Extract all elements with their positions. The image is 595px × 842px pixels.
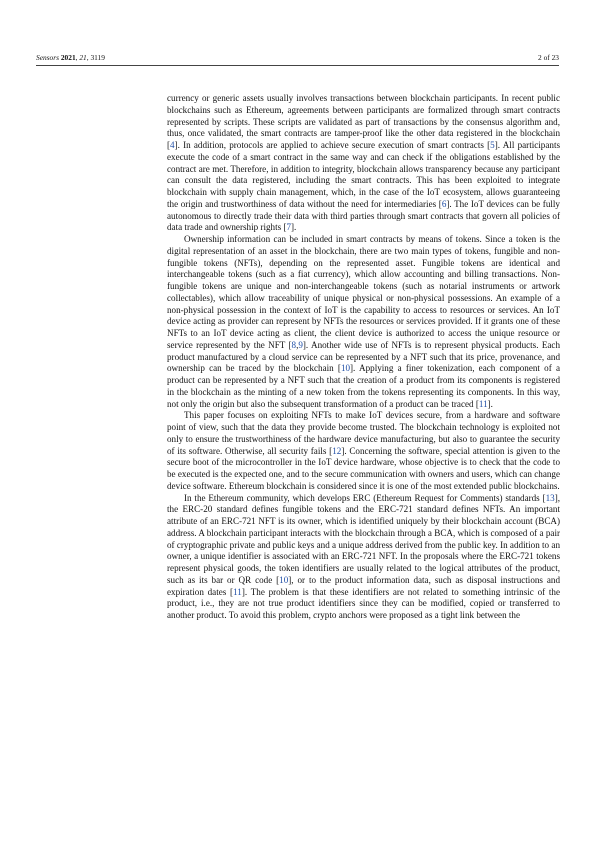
paragraph-text: Ownership information can be included in smart contracts by means of tokens. Since a token is the digital representation of an asset in the blockchain, there are two main types of tokens, fungible and non-fungible tokens (NFTs), depending on the represented asset. Fungible tokens are identical and interchangeable tokens (such as a fiat currency), which allow accounting and billing transactions. Non-fungible tokens are unique and non-interchangeable tokens (such as notarial instruments or artwork collectables), which allow traceability of unique physical or non-physical possessions. An example of a non-physical possession in the context of IoT is the capability to access to resources or services. An IoT device acting as provider can represent by NFTs the resources or services provided. If it grants one of these NFTs to an IoT device acting as client, the client device is authorized to access the unique resource or service represented by the NFT [ xyxy=(167,234,560,350)
paragraph-text: ], the ERC-20 standard defines fungible tokens and the ERC-721 standard defines NFTs. An important attribute of an ERC-721 NFT is its owner, which is identified uniquely by their blockchain account (BCA) address. A blockchain participant interacts with the blockchain through a BCA, which is composed of a pair of cryptographic private and public keys and a unique address derived from the public key. In addition to an owner, a unique identifier is associated with an ERC-721 NFT. In the proposals where the ERC-721 tokens represent physical goods, the token identifiers are usually related to the logical attributes of the product, such as its bar or QR code [ xyxy=(167,492,560,585)
paragraph xyxy=(167,493,560,622)
paragraph-text: ]. In addition, protocols are applied to achieve secure execution of smart contracts [ xyxy=(174,140,491,150)
paragraph-text: ]. xyxy=(487,398,493,409)
paragraph-text: ]. The problem is that these identifiers are not related to something intrinsic of the product, i.e., they are not true product identifiers since they can be modified, copied or transferred to another product. To avoid this problem, crypto anchors were proposed as a tight link between the xyxy=(167,586,560,620)
page-number: 2 of 23 xyxy=(538,53,559,62)
citation-link[interactable]: 6 xyxy=(441,198,447,209)
header-rule xyxy=(36,65,559,66)
citation-link[interactable]: 11 xyxy=(233,586,242,597)
journal-volume: 21 xyxy=(79,53,87,62)
paragraph-text: This paper focuses on exploiting NFTs to make IoT devices secure, from a hardware and software point of view, such that the data they provide become trusted. The blockchain technology is exploited not only to ensure the trustworthiness of the hardware device manufacturing, but also to guarantee the security of its software. Otherwise, all security fails [ xyxy=(167,410,560,456)
paragraph-text: currency or generic assets usually involves transactions between blockchain participants. In recent public blockchains such as Ethereum, agreements between participants are formalized through smart contracts represented by scripts. These scripts are validated as part of transactions by the consensus algorithm and, thus, once validated, the smart contracts are tamper-proof like the other data registered in the blockchain [ xyxy=(167,93,560,150)
citation-link[interactable]: 7 xyxy=(286,222,291,233)
paragraph-text: In the Ethereum community, which develops ERC (Ethereum Request for Comments) standards [ xyxy=(184,492,546,503)
citation-link[interactable]: 11 xyxy=(478,398,488,409)
paragraph-text: ]. Concerning the software, special attention is given to the secure boot of the microcontroller in the IoT device hardware, whose objective is to check that the code to be executed is the expected one, and to the secure communication with owners and users, which can change device software. Ethereum blockchain is considered since it is one of the most extended public blockchains. xyxy=(167,445,561,491)
paragraph-text: ], or to the product information data, such as disposal instructions and expiration dates [ xyxy=(167,574,560,597)
journal-citation: Sensors 2021, 21, 3119 xyxy=(36,53,105,62)
citation-link[interactable]: 13 xyxy=(545,492,555,503)
citation-link[interactable]: 10 xyxy=(279,574,289,585)
paragraph xyxy=(167,234,560,410)
journal-year: 2021 xyxy=(60,53,76,62)
citation-link[interactable]: 9 xyxy=(298,339,303,350)
paragraph-text: ]. All participants execute the code of a smart contract in the same way and can check if the obligations established by the contract are met. Therefore, in addition to integrity, blockchain allows transparency because any participant can consult the data registered, including the smart contracts. This has been exploited to integrate blockchain with supply chain management, which, in the case of the IoT ecosystem, allows guaranteeing the origin and trustworthiness of data without the need for intermediaries [ xyxy=(167,140,561,209)
citation-link[interactable]: 10 xyxy=(340,363,351,374)
journal-name: Sensors xyxy=(36,53,59,62)
article-number: 3119 xyxy=(90,53,105,62)
paragraph-text: ]. The IoT devices can be fully autonomous to directly trade their data with third parties through smart contracts that govern all policies of data trade and ownership rights [ xyxy=(167,198,560,233)
paragraph-text: ]. Applying a finer tokenization, each component of a product can be represented by a NFT such that the creation of a product from its components is registered in the blockchain as the minting of a new token from the tokens representing its components. In this way, not only the origin but also the subsequent transformation of a product can be traced [ xyxy=(167,363,560,409)
citation-link[interactable]: 12 xyxy=(332,445,342,456)
paragraph-text: , xyxy=(296,339,299,350)
body-text xyxy=(167,93,560,622)
citation-link[interactable]: 5 xyxy=(490,140,495,150)
paragraph-text: ]. xyxy=(291,222,297,233)
paragraph xyxy=(167,93,560,234)
paragraph-text: ]. Another wide use of NFTs is to represent physical products. Each product manufactured by a cloud service can be represented by a NFT such that its price, provenance, and ownership can be traced by the blockchain [ xyxy=(167,339,560,374)
citation-link[interactable]: 8 xyxy=(291,339,297,350)
running-header xyxy=(36,52,559,64)
citation-link[interactable]: 4 xyxy=(170,140,175,150)
paragraph xyxy=(167,410,560,492)
